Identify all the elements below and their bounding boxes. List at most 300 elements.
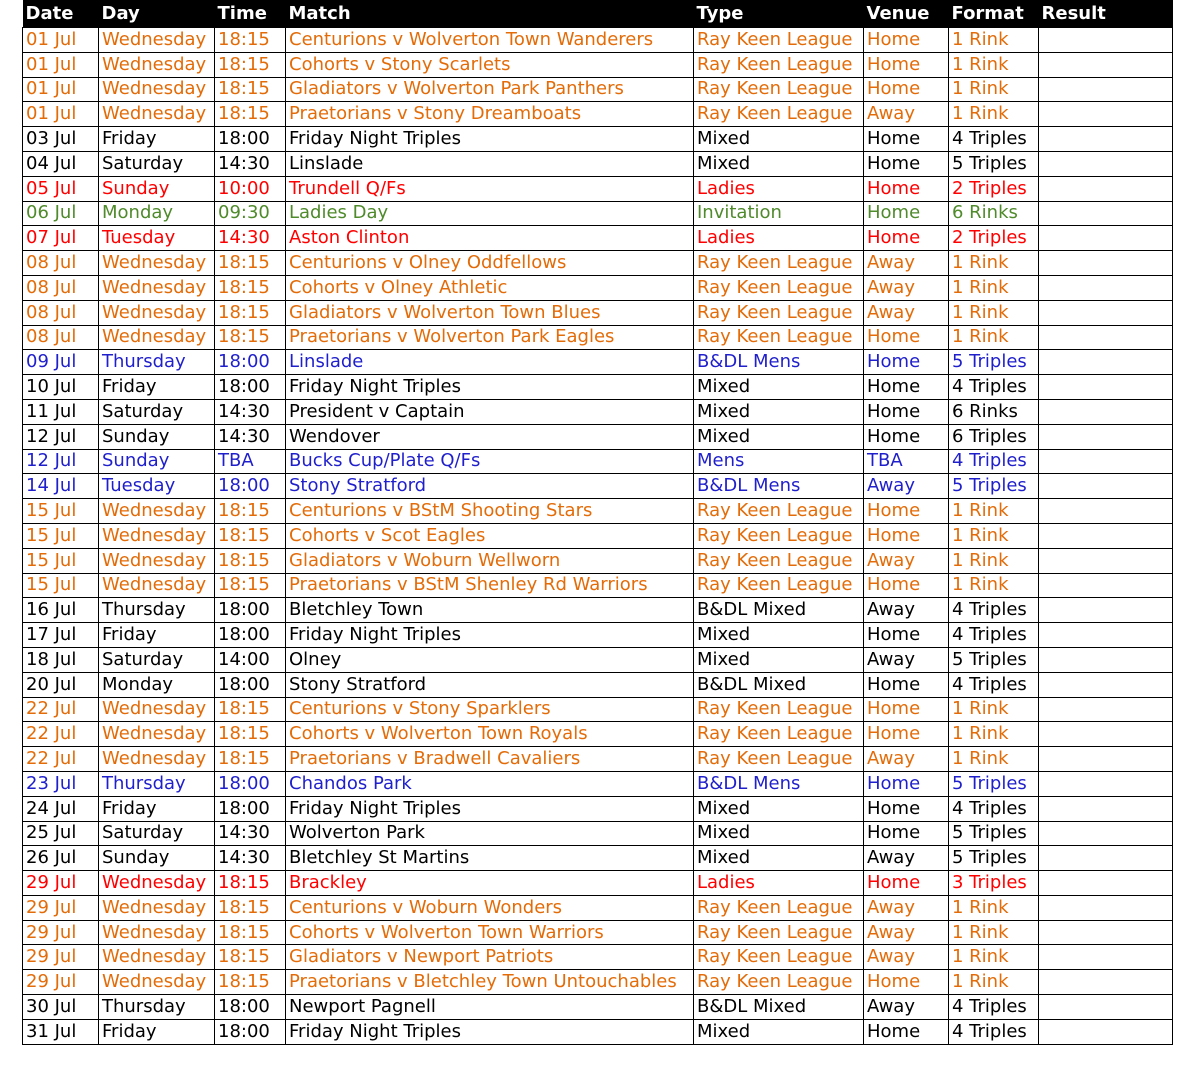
cell-venue: Home xyxy=(864,672,949,697)
cell-result xyxy=(1039,573,1173,598)
table-row xyxy=(23,523,1173,548)
table-row xyxy=(23,722,1173,747)
cell-format: 5 Triples xyxy=(949,647,1039,672)
cell-venue: Home xyxy=(864,399,949,424)
cell-date: 01 Jul xyxy=(23,102,99,127)
cell-day: Thursday xyxy=(99,995,215,1020)
cell-day: Tuesday xyxy=(99,226,215,251)
cell-type: Ladies xyxy=(694,871,864,896)
cell-venue: Away xyxy=(864,474,949,499)
cell-match: Cohorts v Wolverton Town Warriors xyxy=(286,920,694,945)
cell-date: 01 Jul xyxy=(23,52,99,77)
cell-day: Monday xyxy=(99,201,215,226)
cell-day: Wednesday xyxy=(99,251,215,276)
cell-day: Wednesday xyxy=(99,920,215,945)
table-row xyxy=(23,995,1173,1020)
cell-type: B&DL Mixed xyxy=(694,672,864,697)
cell-result xyxy=(1039,771,1173,796)
table-row xyxy=(23,672,1173,697)
cell-type: Ray Keen League xyxy=(694,102,864,127)
table-row xyxy=(23,945,1173,970)
cell-date: 14 Jul xyxy=(23,474,99,499)
table-row xyxy=(23,28,1173,53)
table-row xyxy=(23,895,1173,920)
cell-result xyxy=(1039,375,1173,400)
cell-result xyxy=(1039,598,1173,623)
cell-result xyxy=(1039,176,1173,201)
cell-venue: Away xyxy=(864,895,949,920)
cell-format: 5 Triples xyxy=(949,350,1039,375)
cell-result xyxy=(1039,895,1173,920)
cell-day: Friday xyxy=(99,375,215,400)
cell-day: Wednesday xyxy=(99,548,215,573)
table-row xyxy=(23,598,1173,623)
cell-venue: Home xyxy=(864,1019,949,1044)
cell-type: Ray Keen League xyxy=(694,300,864,325)
cell-venue: Away xyxy=(864,747,949,772)
cell-venue: Away xyxy=(864,945,949,970)
cell-format: 1 Rink xyxy=(949,573,1039,598)
cell-time: 14:30 xyxy=(215,846,286,871)
cell-match: Centurions v Woburn Wonders xyxy=(286,895,694,920)
cell-venue: Home xyxy=(864,424,949,449)
cell-date: 04 Jul xyxy=(23,151,99,176)
table-row xyxy=(23,970,1173,995)
cell-match: Cohorts v Stony Scarlets xyxy=(286,52,694,77)
cell-day: Saturday xyxy=(99,821,215,846)
cell-type: Ray Keen League xyxy=(694,28,864,53)
cell-match: Stony Stratford xyxy=(286,672,694,697)
cell-time: 18:15 xyxy=(215,920,286,945)
cell-format: 5 Triples xyxy=(949,821,1039,846)
cell-match: Centurions v BStM Shooting Stars xyxy=(286,499,694,524)
cell-type: Ray Keen League xyxy=(694,920,864,945)
table-row xyxy=(23,151,1173,176)
cell-day: Wednesday xyxy=(99,871,215,896)
cell-date: 29 Jul xyxy=(23,970,99,995)
cell-venue: Home xyxy=(864,77,949,102)
cell-time: 18:00 xyxy=(215,623,286,648)
cell-day: Wednesday xyxy=(99,722,215,747)
cell-day: Saturday xyxy=(99,399,215,424)
cell-venue: Home xyxy=(864,697,949,722)
cell-format: 1 Rink xyxy=(949,275,1039,300)
cell-day: Friday xyxy=(99,623,215,648)
cell-format: 1 Rink xyxy=(949,77,1039,102)
cell-match: Cohorts v Scot Eagles xyxy=(286,523,694,548)
cell-day: Thursday xyxy=(99,771,215,796)
cell-venue: Home xyxy=(864,375,949,400)
cell-result xyxy=(1039,226,1173,251)
cell-result xyxy=(1039,722,1173,747)
cell-type: Ray Keen League xyxy=(694,325,864,350)
table-row xyxy=(23,697,1173,722)
cell-time: 18:15 xyxy=(215,102,286,127)
cell-date: 16 Jul xyxy=(23,598,99,623)
table-row xyxy=(23,201,1173,226)
cell-day: Tuesday xyxy=(99,474,215,499)
cell-match: Trundell Q/Fs xyxy=(286,176,694,201)
cell-day: Thursday xyxy=(99,598,215,623)
cell-date: 31 Jul xyxy=(23,1019,99,1044)
column-header-result: Result xyxy=(1039,0,1173,28)
cell-type: Ray Keen League xyxy=(694,499,864,524)
cell-venue: Away xyxy=(864,275,949,300)
cell-day: Saturday xyxy=(99,647,215,672)
cell-date: 25 Jul xyxy=(23,821,99,846)
cell-match: Aston Clinton xyxy=(286,226,694,251)
cell-date: 08 Jul xyxy=(23,325,99,350)
cell-date: 29 Jul xyxy=(23,945,99,970)
cell-time: 09:30 xyxy=(215,201,286,226)
cell-result xyxy=(1039,672,1173,697)
cell-match: Bucks Cup/Plate Q/Fs xyxy=(286,449,694,474)
cell-match: Centurions v Stony Sparklers xyxy=(286,697,694,722)
cell-venue: Home xyxy=(864,821,949,846)
cell-type: Ladies xyxy=(694,176,864,201)
cell-type: Ray Keen League xyxy=(694,52,864,77)
cell-time: 18:00 xyxy=(215,598,286,623)
table-row xyxy=(23,573,1173,598)
cell-result xyxy=(1039,300,1173,325)
cell-format: 2 Triples xyxy=(949,226,1039,251)
cell-day: Wednesday xyxy=(99,747,215,772)
cell-type: B&DL Mixed xyxy=(694,995,864,1020)
column-header-day: Day xyxy=(99,0,215,28)
cell-date: 29 Jul xyxy=(23,871,99,896)
column-header-type: Type xyxy=(694,0,864,28)
cell-time: 18:00 xyxy=(215,1019,286,1044)
cell-format: 1 Rink xyxy=(949,300,1039,325)
cell-format: 4 Triples xyxy=(949,598,1039,623)
cell-date: 18 Jul xyxy=(23,647,99,672)
cell-match: Centurions v Olney Oddfellows xyxy=(286,251,694,276)
cell-format: 2 Triples xyxy=(949,176,1039,201)
cell-format: 1 Rink xyxy=(949,548,1039,573)
cell-type: Ray Keen League xyxy=(694,945,864,970)
table-row xyxy=(23,796,1173,821)
cell-date: 24 Jul xyxy=(23,796,99,821)
cell-format: 5 Triples xyxy=(949,771,1039,796)
cell-venue: Away xyxy=(864,102,949,127)
cell-match: President v Captain xyxy=(286,399,694,424)
cell-type: Mixed xyxy=(694,796,864,821)
cell-format: 1 Rink xyxy=(949,895,1039,920)
cell-result xyxy=(1039,52,1173,77)
cell-time: 18:00 xyxy=(215,375,286,400)
table-row xyxy=(23,399,1173,424)
cell-time: 18:15 xyxy=(215,697,286,722)
cell-result xyxy=(1039,945,1173,970)
table-row xyxy=(23,424,1173,449)
table-row xyxy=(23,871,1173,896)
cell-type: Ray Keen League xyxy=(694,573,864,598)
cell-time: 18:00 xyxy=(215,127,286,152)
cell-time: 18:00 xyxy=(215,771,286,796)
cell-date: 15 Jul xyxy=(23,499,99,524)
cell-result xyxy=(1039,251,1173,276)
cell-date: 03 Jul xyxy=(23,127,99,152)
cell-time: 18:15 xyxy=(215,945,286,970)
cell-venue: Home xyxy=(864,325,949,350)
cell-match: Gladiators v Newport Patriots xyxy=(286,945,694,970)
cell-match: Chandos Park xyxy=(286,771,694,796)
cell-day: Friday xyxy=(99,1019,215,1044)
cell-type: Mixed xyxy=(694,821,864,846)
cell-venue: Home xyxy=(864,28,949,53)
cell-match: Praetorians v Wolverton Park Eagles xyxy=(286,325,694,350)
cell-format: 1 Rink xyxy=(949,499,1039,524)
cell-match: Olney xyxy=(286,647,694,672)
cell-date: 08 Jul xyxy=(23,251,99,276)
cell-type: Ray Keen League xyxy=(694,722,864,747)
cell-venue: Home xyxy=(864,176,949,201)
table-row xyxy=(23,350,1173,375)
cell-day: Wednesday xyxy=(99,28,215,53)
cell-format: 1 Rink xyxy=(949,523,1039,548)
cell-date: 12 Jul xyxy=(23,449,99,474)
cell-match: Linslade xyxy=(286,151,694,176)
cell-match: Gladiators v Wolverton Town Blues xyxy=(286,300,694,325)
cell-format: 3 Triples xyxy=(949,871,1039,896)
cell-format: 4 Triples xyxy=(949,672,1039,697)
cell-venue: Away xyxy=(864,846,949,871)
cell-date: 10 Jul xyxy=(23,375,99,400)
cell-time: 18:15 xyxy=(215,300,286,325)
cell-result xyxy=(1039,846,1173,871)
cell-result xyxy=(1039,449,1173,474)
cell-date: 29 Jul xyxy=(23,920,99,945)
cell-day: Sunday xyxy=(99,449,215,474)
cell-match: Gladiators v Wolverton Park Panthers xyxy=(286,77,694,102)
cell-result xyxy=(1039,821,1173,846)
table-row xyxy=(23,325,1173,350)
cell-date: 07 Jul xyxy=(23,226,99,251)
cell-date: 12 Jul xyxy=(23,424,99,449)
table-row xyxy=(23,275,1173,300)
cell-format: 5 Triples xyxy=(949,846,1039,871)
cell-venue: Away xyxy=(864,598,949,623)
cell-format: 1 Rink xyxy=(949,920,1039,945)
cell-venue: Home xyxy=(864,970,949,995)
cell-result xyxy=(1039,102,1173,127)
cell-type: Ladies xyxy=(694,226,864,251)
cell-date: 30 Jul xyxy=(23,995,99,1020)
cell-format: 4 Triples xyxy=(949,623,1039,648)
cell-type: Mixed xyxy=(694,399,864,424)
cell-format: 1 Rink xyxy=(949,697,1039,722)
cell-venue: Home xyxy=(864,871,949,896)
cell-day: Wednesday xyxy=(99,275,215,300)
column-header-match: Match xyxy=(286,0,694,28)
cell-date: 20 Jul xyxy=(23,672,99,697)
cell-venue: Away xyxy=(864,995,949,1020)
cell-day: Wednesday xyxy=(99,325,215,350)
cell-result xyxy=(1039,325,1173,350)
cell-format: 1 Rink xyxy=(949,325,1039,350)
fixtures-body xyxy=(23,28,1173,1045)
cell-match: Brackley xyxy=(286,871,694,896)
cell-result xyxy=(1039,424,1173,449)
table-row xyxy=(23,623,1173,648)
cell-result xyxy=(1039,920,1173,945)
cell-result xyxy=(1039,275,1173,300)
cell-result xyxy=(1039,77,1173,102)
cell-time: 18:15 xyxy=(215,573,286,598)
table-row xyxy=(23,127,1173,152)
cell-time: 18:15 xyxy=(215,747,286,772)
cell-format: 1 Rink xyxy=(949,970,1039,995)
cell-date: 22 Jul xyxy=(23,697,99,722)
cell-format: 4 Triples xyxy=(949,995,1039,1020)
table-row xyxy=(23,474,1173,499)
cell-time: 18:15 xyxy=(215,722,286,747)
table-row xyxy=(23,176,1173,201)
cell-time: 18:15 xyxy=(215,52,286,77)
cell-match: Wolverton Park xyxy=(286,821,694,846)
cell-time: 18:00 xyxy=(215,672,286,697)
cell-match: Praetorians v Stony Dreamboats xyxy=(286,102,694,127)
cell-venue: Home xyxy=(864,722,949,747)
table-row xyxy=(23,548,1173,573)
cell-venue: Home xyxy=(864,52,949,77)
cell-format: 1 Rink xyxy=(949,52,1039,77)
column-header-venue: Venue xyxy=(864,0,949,28)
cell-venue: Home xyxy=(864,226,949,251)
cell-day: Wednesday xyxy=(99,573,215,598)
cell-type: Ray Keen League xyxy=(694,895,864,920)
cell-type: Mixed xyxy=(694,424,864,449)
cell-time: 18:15 xyxy=(215,275,286,300)
table-row xyxy=(23,747,1173,772)
table-row xyxy=(23,226,1173,251)
table-row xyxy=(23,77,1173,102)
cell-time: 14:30 xyxy=(215,151,286,176)
cell-time: 18:15 xyxy=(215,548,286,573)
cell-date: 15 Jul xyxy=(23,573,99,598)
cell-time: 14:30 xyxy=(215,821,286,846)
cell-venue: Home xyxy=(864,350,949,375)
cell-type: Mixed xyxy=(694,127,864,152)
cell-result xyxy=(1039,474,1173,499)
cell-format: 1 Rink xyxy=(949,251,1039,276)
cell-type: Ray Keen League xyxy=(694,548,864,573)
cell-result xyxy=(1039,201,1173,226)
cell-time: 18:15 xyxy=(215,28,286,53)
cell-match: Cohorts v Olney Athletic xyxy=(286,275,694,300)
cell-type: B&DL Mens xyxy=(694,771,864,796)
cell-type: Mens xyxy=(694,449,864,474)
cell-date: 01 Jul xyxy=(23,77,99,102)
cell-date: 15 Jul xyxy=(23,523,99,548)
cell-match: Bletchley St Martins xyxy=(286,846,694,871)
cell-time: 18:15 xyxy=(215,251,286,276)
cell-date: 08 Jul xyxy=(23,300,99,325)
table-row xyxy=(23,300,1173,325)
cell-match: Cohorts v Wolverton Town Royals xyxy=(286,722,694,747)
cell-day: Wednesday xyxy=(99,895,215,920)
cell-result xyxy=(1039,499,1173,524)
cell-date: 08 Jul xyxy=(23,275,99,300)
cell-type: Mixed xyxy=(694,1019,864,1044)
table-row xyxy=(23,375,1173,400)
cell-type: B&DL Mens xyxy=(694,350,864,375)
cell-date: 09 Jul xyxy=(23,350,99,375)
cell-type: Ray Keen League xyxy=(694,970,864,995)
cell-day: Sunday xyxy=(99,846,215,871)
table-row xyxy=(23,1019,1173,1044)
cell-format: 6 Triples xyxy=(949,424,1039,449)
cell-day: Monday xyxy=(99,672,215,697)
cell-date: 17 Jul xyxy=(23,623,99,648)
cell-match: Ladies Day xyxy=(286,201,694,226)
cell-type: Mixed xyxy=(694,647,864,672)
cell-date: 26 Jul xyxy=(23,846,99,871)
cell-venue: Away xyxy=(864,548,949,573)
cell-type: Ray Keen League xyxy=(694,523,864,548)
cell-result xyxy=(1039,350,1173,375)
cell-result xyxy=(1039,523,1173,548)
cell-format: 1 Rink xyxy=(949,102,1039,127)
table-row xyxy=(23,920,1173,945)
cell-match: Bletchley Town xyxy=(286,598,694,623)
cell-format: 4 Triples xyxy=(949,449,1039,474)
table-row xyxy=(23,846,1173,871)
cell-venue: Home xyxy=(864,796,949,821)
cell-venue: Away xyxy=(864,920,949,945)
cell-date: 11 Jul xyxy=(23,399,99,424)
cell-match: Wendover xyxy=(286,424,694,449)
cell-match: Newport Pagnell xyxy=(286,995,694,1020)
cell-format: 5 Triples xyxy=(949,151,1039,176)
cell-type: Ray Keen League xyxy=(694,275,864,300)
cell-type: Mixed xyxy=(694,151,864,176)
cell-result xyxy=(1039,747,1173,772)
cell-result xyxy=(1039,151,1173,176)
cell-venue: Home xyxy=(864,201,949,226)
cell-format: 1 Rink xyxy=(949,722,1039,747)
cell-type: Ray Keen League xyxy=(694,747,864,772)
cell-time: 18:15 xyxy=(215,871,286,896)
cell-match: Gladiators v Woburn Wellworn xyxy=(286,548,694,573)
cell-date: 05 Jul xyxy=(23,176,99,201)
cell-type: B&DL Mens xyxy=(694,474,864,499)
cell-date: 29 Jul xyxy=(23,895,99,920)
cell-result xyxy=(1039,697,1173,722)
column-header-time: Time xyxy=(215,0,286,28)
cell-result xyxy=(1039,623,1173,648)
cell-time: 18:15 xyxy=(215,523,286,548)
cell-format: 1 Rink xyxy=(949,945,1039,970)
cell-format: 4 Triples xyxy=(949,796,1039,821)
cell-result xyxy=(1039,399,1173,424)
table-row xyxy=(23,102,1173,127)
cell-venue: Home xyxy=(864,573,949,598)
cell-day: Friday xyxy=(99,127,215,152)
cell-day: Sunday xyxy=(99,176,215,201)
cell-time: 14:00 xyxy=(215,647,286,672)
cell-day: Wednesday xyxy=(99,523,215,548)
cell-day: Thursday xyxy=(99,350,215,375)
cell-time: 18:15 xyxy=(215,499,286,524)
cell-day: Sunday xyxy=(99,424,215,449)
cell-venue: Away xyxy=(864,251,949,276)
table-row xyxy=(23,52,1173,77)
table-row xyxy=(23,771,1173,796)
column-header-format: Format xyxy=(949,0,1039,28)
cell-match: Linslade xyxy=(286,350,694,375)
cell-time: 18:00 xyxy=(215,350,286,375)
